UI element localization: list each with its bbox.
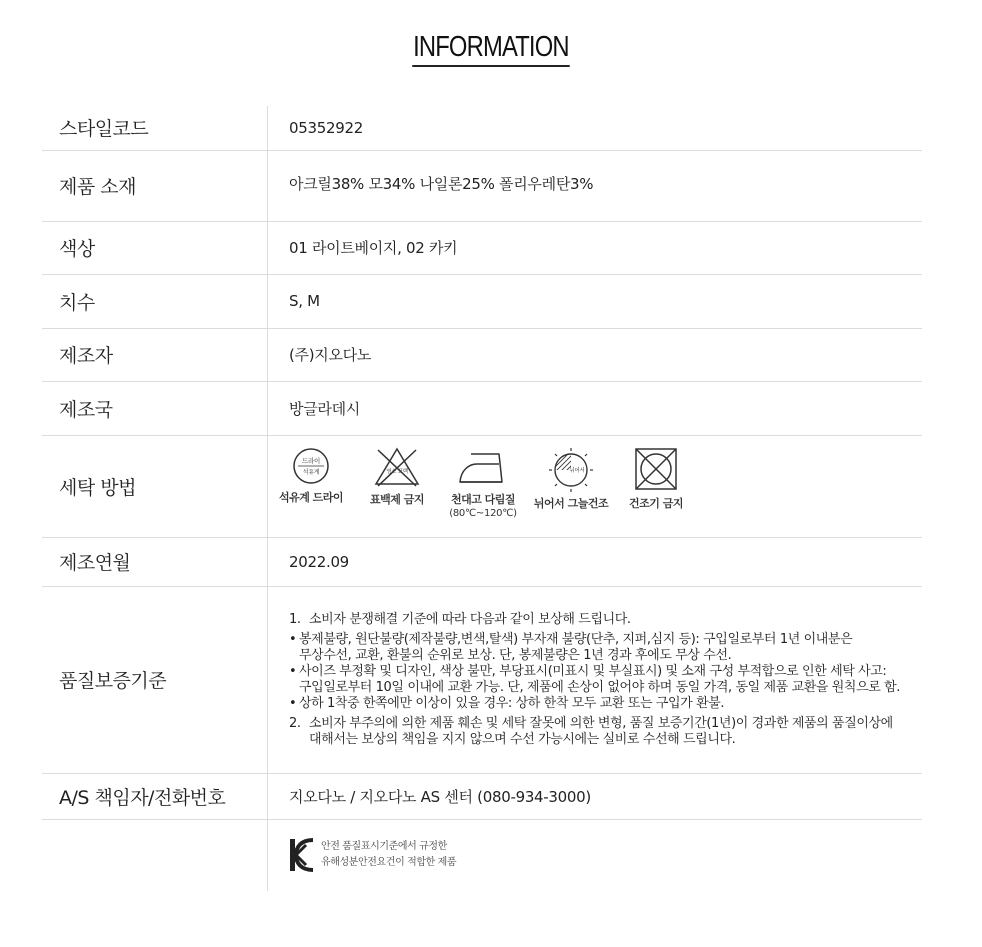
item-text: 소비자 분쟁해결 기준에 따라 다음과 같이 보상해 드립니다. [309,611,631,627]
row-value [268,819,923,891]
item-line: 대해서는 보상의 책임을 지지 않으며 수선 가능시에는 실비로 수선해 드립니다. [309,731,736,747]
kc-line: 유해성분안전요건이 적합한 제품 [321,857,457,869]
kc-text [321,839,456,871]
item-number: 1. [289,611,301,627]
kc-mark [289,837,922,873]
row-label: A/S 책임자/전화번호 [42,773,268,819]
row-label: 제품 소재 [42,150,268,221]
quality-text [289,612,922,748]
bullet-text [299,664,900,696]
dry-clean-icon-top: 드라이 [302,457,320,465]
row-value: 05352922 [268,106,923,150]
bullet-mark: • [289,631,297,647]
quality-bullet-3 [289,696,922,712]
title-wrap [0,30,982,67]
page-title: INFORMATION [412,30,569,67]
row-value: 방글라데시 [268,381,923,435]
bullet-mark: • [289,663,297,679]
bullet-line: 봉제불량, 원단불량(제작불량,변색,탈색) 부자재 불량(단추, 지퍼,심지 등): 구입일로부터 1년 이내분은 [299,631,853,647]
care-item-no-tumble [616,446,696,511]
quality-item-1 [289,612,922,628]
iron-icon [455,446,511,488]
row-color [42,221,922,274]
care-item-iron [440,446,526,520]
quality-bullet-2 [289,664,922,696]
row-label: 제조연월 [42,537,268,586]
row-label: 제조국 [42,381,268,435]
row-value: (주)지오다노 [268,328,923,381]
no-bleach-icon [372,446,422,488]
item-line: 소비자 부주의에 의한 제품 훼손 및 세탁 잘못에 의한 변형, 품질 보증기간(1년)이 경과한 제품의 품질이상에 [309,715,893,731]
row-size [42,274,922,328]
row-style-code [42,106,922,150]
care-label: 표백제 금지 [370,493,424,506]
info-table [42,106,922,891]
row-label-empty [42,819,268,891]
row-value [268,435,923,537]
bullet-line: 사이즈 부정확 및 디자인, 색상 불만, 부당표시(미표시 및 부실표시) 및 소재 구성 부적합으로 인한 세탁 사고: [299,663,887,679]
row-label: 치수 [42,274,268,328]
care-sub: (80℃~120℃) [449,508,517,519]
row-value: 2022.09 [268,537,923,586]
care-item-shade-dry [526,446,616,511]
row-country [42,381,922,435]
row-value: S, M [268,274,923,328]
care-label: 석유계 드라이 [278,491,344,504]
shade-dry-icon [546,446,596,492]
row-material [42,150,922,221]
item-text [309,716,893,748]
row-date [42,537,922,586]
row-value: 아크릴38% 모34% 나일론25% 폴리우레탄3% [268,150,923,221]
bullet-text [299,632,852,664]
care-label: 뉘어서 그늘건조 [533,497,609,510]
row-as [42,773,922,819]
kc-line: 안전 품질표시기준에서 규정한 [321,841,447,853]
care-item-no-bleach [354,446,440,507]
bullet-text: 상하 1착중 한쪽에만 이상이 있을 경우: 상하 한착 모두 교환 또는 구입가 환불. [299,695,725,711]
quality-item-2 [289,716,922,748]
row-quality [42,586,922,773]
care-label: 건조기 금지 [629,497,683,510]
row-manufacturer [42,328,922,381]
kc-certification-icon [289,837,315,873]
care-item-dry-clean [268,446,354,505]
quality-bullet-1 [289,632,922,664]
care-label: 천대고 다림질 [450,493,516,506]
bullet-line: 구입일로부터 10일 이내에 교환 가능. 단, 제품에 손상이 없어야 하며 동일 가격, 동일 제품 교환을 원칙으로 함. [299,679,901,695]
dry-clean-icon-bottom: 석유계 [302,469,320,476]
bullet-line: 무상수선, 교환, 환불의 순위로 보상. 단, 봉제불량은 1년 경과 후에도 무상 수선. [299,647,732,663]
row-label: 세탁 방법 [42,435,268,537]
no-tumble-dry-icon [633,446,679,492]
row-label: 스타일코드 [42,106,268,150]
no-bleach-icon-text: 염소 표백 [386,469,408,475]
row-kc [42,819,922,891]
item-number: 2. [289,715,301,731]
row-label: 품질보증기준 [42,586,268,773]
care-symbols [268,436,922,536]
shade-dry-icon-text: 뉘어서 [569,468,585,474]
row-value: 지오다노 / 지오다노 AS 센터 (080-934-3000) [268,773,923,819]
row-label: 색상 [42,221,268,274]
bullet-mark: • [289,695,297,711]
row-value: 01 라이트베이지, 02 카키 [268,221,923,274]
row-label: 제조자 [42,328,268,381]
dry-clean-icon [287,446,335,486]
row-washing [42,435,922,537]
row-value [268,586,923,773]
